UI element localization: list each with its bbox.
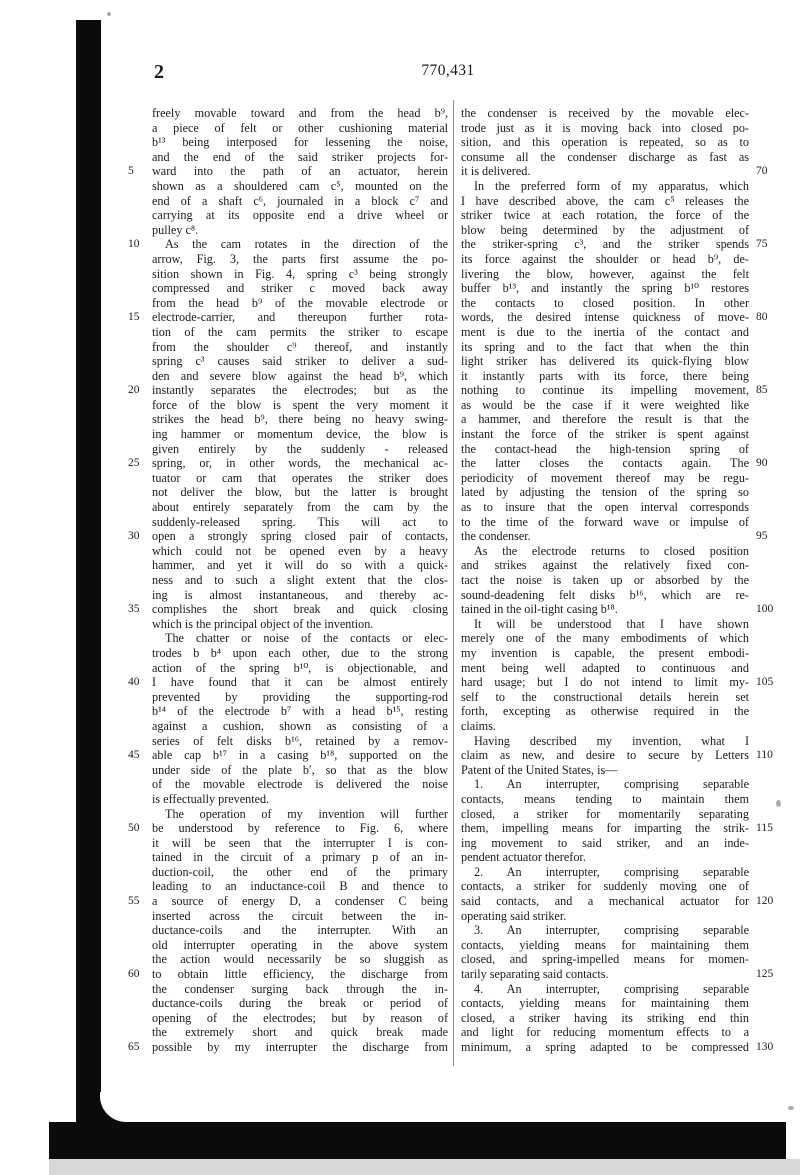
text-line-content: I have described above, the cam c⁵ releases the [461,193,749,208]
text-line-content: tuator or cam that operates the striker does [152,470,448,485]
text-line-content: In the preferred form of my apparatus, which [474,178,749,193]
text-line [128,383,448,398]
text-line [461,179,749,194]
text-line [152,792,448,807]
text-line-content: which is the principal object of the invention. [152,616,374,631]
text-line [461,281,749,296]
text-line [152,865,448,880]
margin-line-number: 100 [756,603,774,616]
text-line-content: arrow, Fig. 3, the parts first assume the po- [152,251,448,266]
text-line [461,398,749,413]
margin-line-number: 90 [756,457,768,470]
text-line [152,938,448,953]
text-line-content: my invention is capable, the present embodi- [461,645,749,660]
text-line [461,646,749,661]
text-line [461,383,768,398]
margin-line-number: 50 [128,822,140,835]
text-line [152,836,448,851]
text-line-content: consume all the condenser discharge as fast as [461,149,749,164]
text-line-content: ward into the path of an actuator, herein [152,164,448,179]
text-line-content: as would be the case if it were weighted like [461,397,749,412]
text-line [152,1011,448,1026]
text-line [461,121,749,136]
text-line-content: 4. An interrupter, comprising separable [474,981,749,996]
text-line-content: them, impelling means for imparting the strik- [461,821,749,836]
text-line-content: compressed and striker c moved back away [152,281,448,296]
text-line [152,340,448,355]
text-line [128,456,448,471]
text-line [128,602,448,617]
text-line [461,850,749,865]
text-line-content: claim as new, and desire to secure by Letters [461,748,749,763]
text-line [461,996,749,1011]
text-line [461,485,749,500]
text-line-content: is effectually prevented. [152,791,270,806]
text-line [152,500,448,515]
text-line [461,150,749,165]
text-line [152,763,448,778]
text-line-content: b¹³ being interposed for lessening the noise, [152,135,448,150]
margin-line-number: 125 [756,968,774,981]
margin-line-number: 55 [128,895,140,908]
text-line-content: periodicity of movement thereof may be regu- [461,470,749,485]
text-line-content: den and severe blow against the head b⁹, which [152,368,448,383]
text-line-content: ductance-coils during the break or period of [152,996,448,1011]
text-line-content: from the head b⁹ of the movable electrode or [152,295,448,310]
text-line-content: tained in the oil-tight casing b¹⁸. [461,602,618,617]
text-line [152,194,448,209]
text-line [461,909,749,924]
text-line [461,704,749,719]
text-line-content: a piece of felt or other cushioning material [152,120,448,135]
text-line-content: trodes b b⁴ upon each other, due to the strong [152,645,448,660]
text-line [128,748,448,763]
text-line [152,369,448,384]
text-line [461,982,749,997]
text-line-content: As the electrode returns to closed position [474,543,749,558]
text-line [461,748,773,763]
text-line [152,354,448,369]
text-line [152,325,448,340]
text-line-content: 2. An interrupter, comprising separable [474,864,749,879]
scan-edge-bottom [49,1122,786,1159]
text-line [152,1025,448,1040]
text-line-content: force of the blow is spent the very moment it [152,397,448,412]
text-line-content: blow being determined by the adjustment of [461,222,749,237]
text-line [461,836,749,851]
text-line-content: leading to an inductance-coil B and thence to [152,879,448,894]
text-line-content: given entirely by the suddenly - released [152,441,448,456]
margin-line-number: 60 [128,968,140,981]
text-line-content: contacts, means tending to maintain them [461,791,749,806]
text-line-content: end of a shaft c⁶, journaled in a block c⁷ and [152,193,448,208]
text-line [461,588,749,603]
text-line [152,661,448,676]
text-line [152,515,448,530]
text-line-content: claims. [461,718,496,733]
text-line-content: as to insure that the open interval corresponds [461,500,749,515]
text-line-content: complishes the short break and quick closing [152,602,448,617]
text-line [461,719,749,734]
text-line [461,821,773,836]
text-line-content: operating said striker. [461,908,567,923]
text-line-content: shown as a shouldered cam c⁵, mounted on the [152,178,448,193]
text-line-content: series of felt disks b¹⁶, retained by a remov- [152,733,448,748]
text-line-content: suddenly-released spring. This will act to [152,514,448,529]
text-line [461,442,749,457]
text-line [461,252,749,267]
text-line [152,252,448,267]
text-line [128,1040,448,1055]
text-line [152,485,448,500]
text-line [152,121,448,136]
text-line [461,456,768,471]
margin-line-number: 85 [756,384,768,397]
text-line [152,982,448,997]
margin-line-number: 10 [128,238,140,251]
margin-line-number: 110 [756,749,773,762]
text-line-content: contacts, yielding means for maintaining them [461,996,749,1011]
text-line-content: not deliver the blow, but the latter is brought [152,485,448,500]
text-line [152,179,448,194]
text-line [461,865,749,880]
text-line-content: ness and to such a slight extent that the clos- [152,573,448,587]
text-line [152,106,448,121]
text-line-content: closed, a striker having its striking end thin [461,1010,749,1025]
margin-line-number: 40 [128,676,140,689]
text-line-content: b¹⁴ of the electrode b⁷ with a head b¹⁵, resting [152,704,448,719]
text-line-content: tarily separating said contacts. [461,967,609,982]
text-line-content: buffer b¹³, and instantly the spring b¹⁰ restores [461,281,749,296]
text-line [461,967,774,982]
text-line [152,135,448,150]
text-line [152,398,448,413]
margin-line-number: 65 [128,1041,140,1053]
text-line-content: freely movable toward and from the head b⁹, [152,106,448,120]
text-line-content: I have found that it can be almost entirely [152,675,448,690]
margin-line-number: 115 [756,822,773,835]
text-line [152,646,448,661]
text-line [128,675,448,690]
text-line-content: and light for reducing momentum effects to a [461,1025,749,1040]
text-line [152,267,448,282]
text-line [461,237,768,252]
text-line [152,412,448,427]
text-line [128,821,448,836]
text-line-content: spring c³ causes said striker to deliver a sud- [152,354,448,369]
text-line-content: open a strongly spring closed pair of contacts, [152,529,448,544]
text-line [461,792,749,807]
text-line [461,427,749,442]
text-line-content: instant the force of the striker is spent against [461,427,749,442]
text-line-content: light striker has delivered its quick-flying blow [461,354,749,369]
text-line [461,296,749,311]
text-line-content: It will be understood that I have shown [474,616,749,631]
text-line [461,354,749,369]
text-line-content: electrode-carrier, and thereupon further rota- [152,310,448,325]
text-line [461,734,749,749]
text-line-content: from the shoulder c⁹ thereof, and instantly [152,339,448,354]
text-line-content: a hammer, and therefore the result is that the [461,412,749,427]
text-line [152,208,448,223]
text-line [461,544,749,559]
text-line-content: be understood by reference to Fig. 6, where [152,821,448,836]
text-line-content: able cap b¹⁷ in a casing b¹⁸, supported on the [152,748,448,763]
text-line [461,412,749,427]
scan-speck [776,800,781,807]
text-line-content: 3. An interrupter, comprising separable [474,923,749,938]
margin-line-number: 80 [756,311,768,324]
text-line [152,281,448,296]
text-line [461,1025,749,1040]
text-line [461,675,774,690]
text-line-content: which could not be opened even by a heavy [152,543,448,558]
text-line-content: ductance-coils and the interrupter. With an [152,923,448,938]
text-line-content: the striker-spring c³, and the striker spends [461,237,749,252]
text-line-content: pulley c⁸. [152,222,199,237]
text-line [461,938,749,953]
margin-line-number: 70 [756,165,768,178]
text-line [152,850,448,865]
text-line-content: to the time of the forward wave or impulse of [461,514,749,529]
text-line [461,208,749,223]
text-line-content: ing is almost instantaneous, and thereby ac- [152,587,448,602]
text-line-content: hammer, and yet it will do so with a quick- [152,558,448,573]
scan-edge-gray [49,1159,800,1175]
margin-line-number: 20 [128,384,140,397]
text-line [152,719,448,734]
text-line-content: it will be seen that the interrupter I is con- [152,835,448,850]
text-line [128,310,448,325]
text-line [461,500,749,515]
scan-speck [788,1106,794,1110]
margin-line-number: 25 [128,457,140,470]
text-line-content: contacts, a striker for suddenly moving one of [461,879,749,894]
text-line [461,340,749,355]
text-line-content: about entirely separately from the cam by the [152,500,448,515]
text-line [152,923,448,938]
text-line [461,558,749,573]
text-line-content: its force against the shoulder or head b⁹, de- [461,251,749,266]
text-line-content: its spring and to the fact that when the thin [461,339,749,354]
column-divider-rule [453,100,454,1066]
text-line-content: tained in the circuit of a primary p of an in- [152,850,448,865]
text-line-content: contacts, yielding means for maintaining them [461,937,749,952]
text-line-content: tact the noise is taken up or absorbed by the [461,573,749,587]
text-line-content: against a cushion, shown as consisting of a [152,718,448,733]
text-line-content: self to the constructional details herein set [461,689,749,704]
text-line-content: duction-coil, the other end of the primary [152,864,448,879]
margin-line-number: 15 [128,311,140,324]
text-line-content: nothing to continue its impelling movement, [461,383,749,398]
text-line-content: lated by adjusting the tension of the spring so [461,485,749,500]
text-line [461,879,749,894]
text-line [152,427,448,442]
text-line-content: minimum, a spring adapted to be compressed [461,1040,749,1054]
text-line-content: The operation of my invention will further [165,806,448,821]
text-line [461,267,749,282]
text-line-content: merely one of the many embodiments of which [461,631,749,646]
text-line-content: the contact-head the high-tension spring of [461,441,749,456]
margin-line-number: 35 [128,603,140,616]
text-line [461,106,749,121]
scan-speck [107,12,111,16]
margin-line-number: 95 [756,530,768,543]
text-line [461,1011,749,1026]
text-line [461,194,749,209]
text-line-content: forth, excepting as otherwise required in the [461,704,749,719]
text-line-content: closed, and spring-impelled means for momen- [461,952,749,967]
text-line-content: to obtain little efficiency, the discharge from [152,967,448,982]
text-line-content: and strikes against the relatively fixed con- [461,558,749,573]
text-line-content: and the end of the said striker projects for- [152,149,448,164]
text-line [461,923,749,938]
text-line [461,164,768,179]
text-line-content: under side of the plate b′, so that as the blow [152,762,448,777]
text-line-content: pendent actuator therefor. [461,850,586,865]
text-line [461,952,749,967]
text-line-content: the condenser surging back through the in- [152,981,448,996]
text-line-content: the extremely short and quick break made [152,1025,448,1040]
text-line-content: ing movement to said striker, and an inde- [461,835,749,850]
text-line [461,310,768,325]
text-line-content: said contacts, and a mechanical actuator for [461,894,749,909]
text-line-content: the contacts to closed position. In other [461,295,749,310]
text-line [152,704,448,719]
patent-number: 770,431 [421,62,475,79]
text-line-content: action of the spring b¹⁰, is objectionable, and [152,660,448,675]
text-line [152,996,448,1011]
text-line-content: hard usage; but I do not intend to limit my- [461,675,749,690]
text-line [152,544,448,559]
text-line [152,879,448,894]
text-line [461,777,749,792]
text-line [461,223,749,238]
text-line-content: sition shown in Fig. 4, spring c³ being strongly [152,266,448,281]
text-line-content: Patent of the United States, is— [461,762,618,777]
margin-line-number: 30 [128,530,140,543]
text-line [461,807,749,822]
text-line-content: it is delivered. [461,164,531,179]
text-line-content: closed, a striker for momentarily separating [461,806,749,821]
text-line-content: the condenser is received by the movable elec- [461,106,749,120]
text-line-content: it instantly parts with its force, there being [461,368,749,383]
text-line-content: possible by my interrupter the discharge from [152,1040,448,1054]
text-line [152,588,448,603]
text-line [152,909,448,924]
text-line [152,734,448,749]
text-line-content: instantly separates the electrodes; but as the [152,383,448,398]
text-line-content: As the cam rotates in the direction of the [165,237,448,252]
text-line [128,237,448,252]
margin-line-number: 45 [128,749,140,762]
margin-line-number: 75 [756,238,768,251]
text-line [152,573,448,588]
text-line [152,617,448,632]
text-line [461,515,749,530]
text-line-content: tion of the cam permits the striker to escape [152,324,448,339]
text-line-content: prevented by providing the supporting-rod [152,689,448,704]
text-line [128,894,448,909]
text-line-content: strikes the head b⁹, there being no heavy swing- [152,412,448,427]
page-number: 2 [154,61,165,83]
text-line-content: the action would necessarily be so sluggish as [152,952,448,967]
text-line [461,894,774,909]
text-line [152,442,448,457]
text-line [152,471,448,486]
left-text-column [128,106,448,1055]
text-line [461,325,749,340]
text-line-content: spring, or, in other words, the mechanical ac- [152,456,448,471]
text-line-content: old interrupter operating in the above system [152,937,448,952]
right-text-column [461,106,774,1055]
text-line-content: sition, and this operation is repeated, so as to [461,135,749,150]
text-line [152,777,448,792]
text-line [461,573,749,588]
text-line [152,223,448,238]
text-line-content: trode just as it is moving back into closed po- [461,120,749,135]
text-line-content: The chatter or noise of the contacts or elec- [165,631,448,646]
text-line [461,1040,774,1055]
text-line [128,164,448,179]
text-line [461,135,749,150]
text-line [461,631,749,646]
text-line-content: 1. An interrupter, comprising separable [474,777,749,792]
text-line-content: the latter closes the contacts again. The [461,456,749,471]
text-line [152,631,448,646]
text-line [152,558,448,573]
text-line-content: the condenser. [461,529,531,544]
text-line [461,763,749,778]
text-line [128,529,448,544]
text-line [152,150,448,165]
margin-line-number: 130 [756,1041,774,1053]
text-line [461,529,768,544]
margin-line-number: 5 [128,165,134,178]
text-line-content: a source of energy D, a condenser C being [152,894,448,909]
text-line-content: ing hammer or momentum device, the blow is [152,427,448,442]
text-line-content: inserted across the circuit between the in- [152,908,448,923]
text-line-content: ment being well adapted to continuous and [461,660,749,675]
text-line [152,690,448,705]
text-line-content: sound-deadening felt disks b¹⁶, which are re- [461,587,749,602]
text-line [461,617,749,632]
scan-binding-edge-left [76,20,101,1122]
text-line [461,690,749,705]
text-line-content: carrying at its opposite end a drive wheel or [152,208,448,223]
text-line [152,296,448,311]
text-line-content: livering the blow, however, against the felt [461,266,749,281]
text-line-content: ment is due to the inertia of the contact and [461,324,749,339]
text-line [461,661,749,676]
margin-line-number: 120 [756,895,774,908]
text-line-content: words, the desired intense quickness of move- [461,310,749,325]
text-line-content: of the movable electrode is delivered the noise [152,777,448,792]
text-line-content: opening of the electrodes; but by reason of [152,1010,448,1025]
text-line [152,807,448,822]
text-line [461,369,749,384]
text-line [461,471,749,486]
text-line [128,967,448,982]
text-line-content: striker twice at each rotation, the force of the [461,208,749,223]
text-line-content: Having described my invention, what I [474,733,749,748]
margin-line-number: 105 [756,676,774,689]
text-line [461,602,774,617]
text-line [152,952,448,967]
